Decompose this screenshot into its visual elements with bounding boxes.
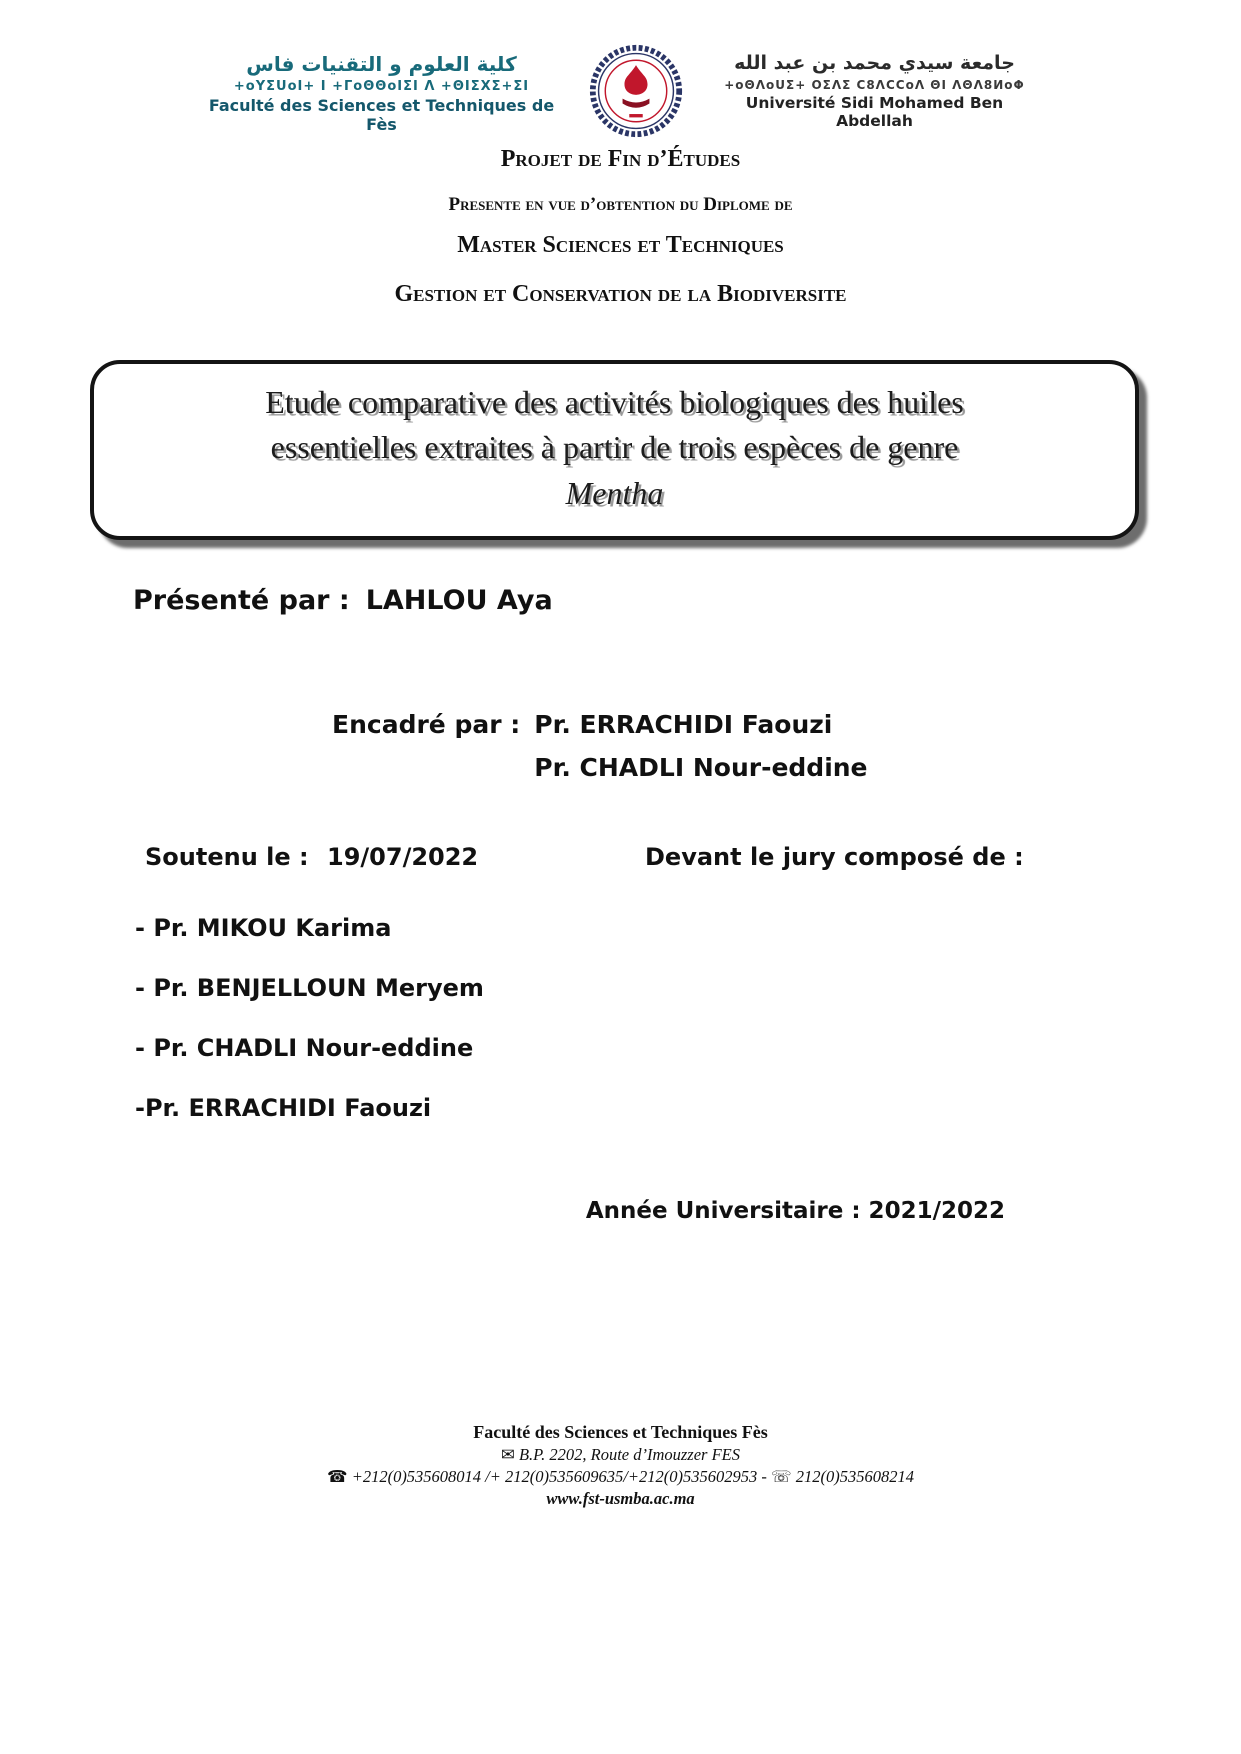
thesis-title-line2: essentielles extraites à partir de trois espèces de genre [270, 429, 959, 466]
defense-date: 19/07/2022 [327, 843, 479, 871]
jury-list [135, 898, 484, 1138]
footer-institution: Faculté des Sciences et Techniques Fès [473, 1422, 768, 1442]
university-name: Université Sidi Mohamed Ben Abdellah [745, 93, 1004, 130]
supervisor-1: Pr. ERRACHIDI Faouzi [534, 710, 833, 739]
university-arabic-title: جامعة سيدي محمد بن عبد الله [734, 52, 1015, 74]
footer-address: ✉ B.P. 2202, Route d’Imouzzer FES [501, 1445, 740, 1464]
thesis-title-line1: Etude comparative des activités biologiques des huiles [265, 384, 964, 420]
faculty-arabic-title: كلية العلوم و التقنيات فاس [246, 52, 517, 76]
jury-member: - Pr. CHADLI Nour-eddine [135, 1034, 474, 1062]
presented-by-label: Présenté par : [133, 585, 350, 616]
academic-year: Année Universitaire : 2021/2022 [585, 1198, 1005, 1224]
footer [0, 1422, 1241, 1509]
supervisor-2: Pr. CHADLI Nour-eddine [534, 753, 868, 782]
jury-member: - Pr. BENJELLOUN Meryem [135, 974, 484, 1002]
thesis-title-genus: Mentha [565, 474, 664, 511]
footer-website: www.fst-usmba.ac.ma [546, 1489, 695, 1508]
purpose-heading: Presente en vue d’obtention du Diplome de [448, 194, 793, 215]
faculty-tifinagh-line: +oYΣUoI+ I +ΓoΘΘoIΣI Λ +ΘIΣXΣ+ΣI [233, 79, 530, 94]
mail-icon: ✉ [501, 1445, 515, 1464]
university-tifinagh-line: +oΘΛoUΣ+ OΣΛΣ C8ΛCCoΛ ΘI ΛΘΛ8ИoΦ [724, 77, 1025, 92]
phone-icon: ☎ [327, 1467, 348, 1486]
faculty-name: Faculté des Sciences et Techniques de Fès [208, 96, 555, 134]
supervised-by-block [332, 710, 868, 782]
degree-heading: Master Sciences et Techniques [457, 232, 784, 258]
supervised-by-label: Encadré par : [332, 710, 521, 739]
defense-date-label: Soutenu le : [145, 843, 309, 871]
author-name: LAHLOU Aya [365, 585, 553, 616]
specialty-heading: Gestion et Conservation de la Biodiversite [394, 281, 847, 307]
jury-member: -Pr. ERRACHIDI Faouzi [135, 1094, 432, 1122]
fax-number: 212(0)535608214 [795, 1467, 914, 1486]
header [0, 40, 1241, 142]
fax-icon: ☏ [770, 1467, 792, 1486]
university-logo-block [710, 40, 1040, 130]
jury-heading: Devant le jury composé de : [645, 843, 1024, 871]
thesis-title-box [90, 360, 1139, 540]
faculty-logo-block [202, 40, 562, 134]
jury-member: - Pr. MIKOU Karima [135, 914, 392, 942]
document-type-heading: Projet de Fin d’Études [500, 146, 741, 172]
footer-phones: ☎ +212(0)535608014 /+ 212(0)535609635/+212(0)535602953 - ☏ 212(0)535608214 [327, 1467, 914, 1486]
presented-by-line [133, 585, 553, 616]
university-seal-icon [588, 40, 684, 142]
